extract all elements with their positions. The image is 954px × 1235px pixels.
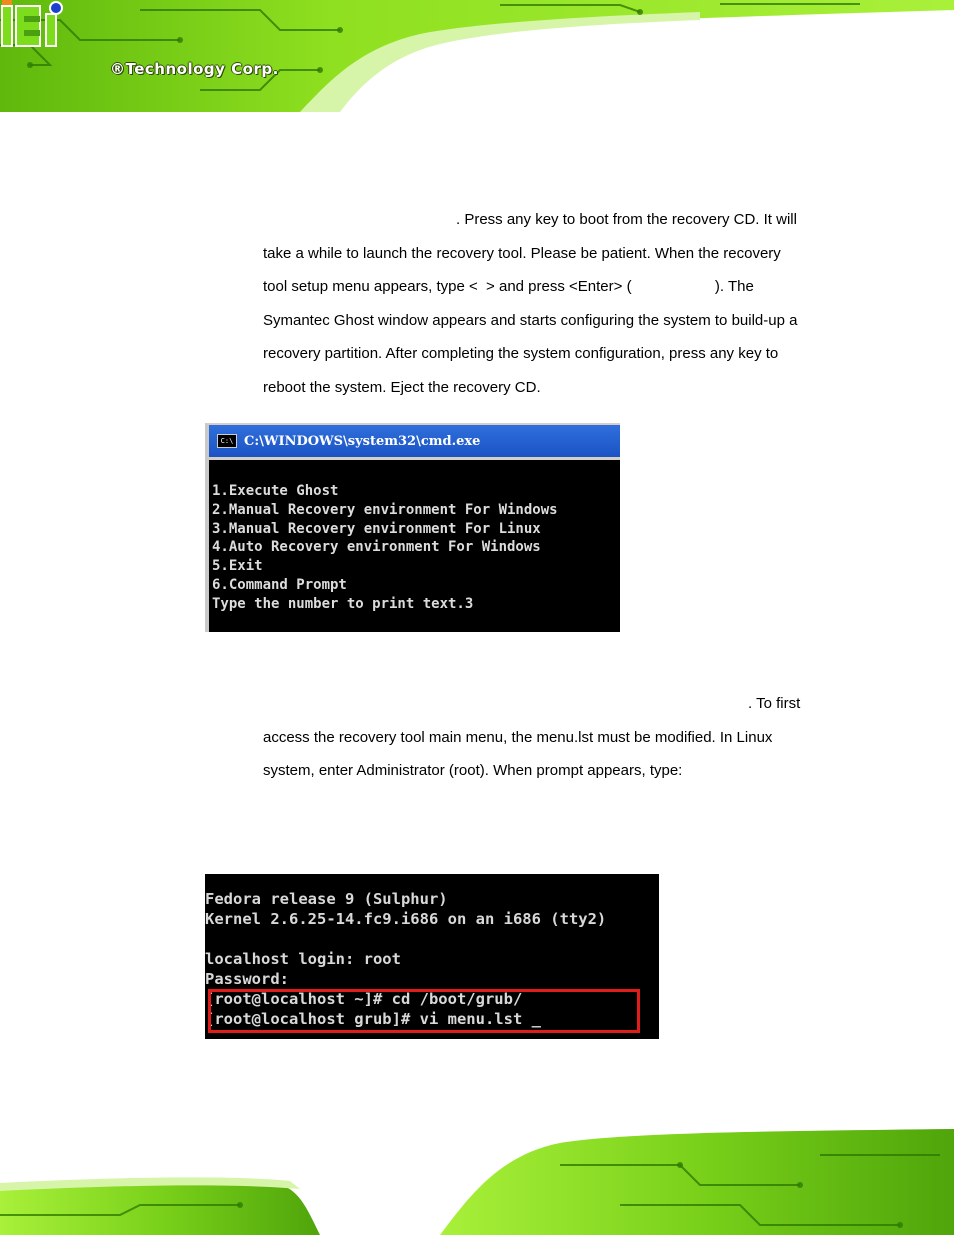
- cmd-output: [209, 460, 620, 614]
- circuit-board-banner: [0, 0, 954, 112]
- circuit-board-footer: [0, 1125, 954, 1235]
- text-line: system, enter Administrator (root). When prompt appears, type:: [263, 762, 683, 780]
- menu-option: 5.Exit: [212, 558, 263, 575]
- terminal-line: Kernel 2.6.25-14.fc9.i686 on an i686 (tty2): [205, 910, 607, 928]
- text-line: . To first: [748, 695, 801, 712]
- text-line: reboot the system. Eject the recovery CD.: [263, 378, 541, 396]
- text-line: recovery partition. After completing the system configuration, press any key to: [263, 345, 779, 363]
- paragraph-boot-recovery: [263, 203, 823, 405]
- terminal-line: [root@localhost ~]# cd /boot/grub/: [205, 990, 523, 1008]
- cmd-titlebar: [209, 425, 620, 460]
- text-line: access the recovery tool main menu, the menu.lst must be modified. In Linux: [263, 728, 773, 746]
- prompt-line: Type the number to print text.3: [212, 595, 474, 612]
- terminal-line: [root@localhost grub]# vi menu.lst _: [205, 1010, 541, 1028]
- text-line: tool setup menu appears, type < > and press <Enter> ( ). The: [263, 278, 754, 296]
- cmd-window-screenshot: [205, 423, 620, 632]
- company-name: ®Technology Corp.: [110, 60, 279, 78]
- menu-option: 2.Manual Recovery environment For Windows: [212, 501, 558, 518]
- terminal-line: localhost login: root: [205, 950, 401, 968]
- terminal-line: Fedora release 9 (Sulphur): [205, 890, 448, 908]
- text-line: Symantec Ghost window appears and starts configuring the system to build-up a: [263, 311, 798, 329]
- cmd-icon: C:\: [217, 434, 237, 448]
- header-banner: [0, 0, 954, 112]
- terminal-line: Password:: [205, 970, 289, 988]
- paragraph-linux-recovery: [263, 687, 823, 788]
- text-line: take a while to launch the recovery tool. Please be patient. When the recovery: [263, 244, 781, 262]
- command-highlight-box: [208, 989, 640, 1033]
- menu-option: 6.Command Prompt: [212, 576, 347, 593]
- terminal-line: [205, 929, 659, 949]
- menu-option: 4.Auto Recovery environment For Windows: [212, 539, 541, 556]
- menu-option: 1.Execute Ghost: [212, 483, 339, 499]
- menu-option: 3.Manual Recovery environment For Linux: [212, 520, 541, 537]
- text-line: . Press any key to boot from the recovery CD. It will: [456, 211, 797, 228]
- cmd-title: C:\WINDOWS\system32\cmd.exe: [244, 433, 481, 449]
- footer-banner: [0, 1125, 954, 1235]
- linux-terminal-screenshot: [205, 874, 659, 1039]
- iei-logo-icon: [0, 0, 70, 50]
